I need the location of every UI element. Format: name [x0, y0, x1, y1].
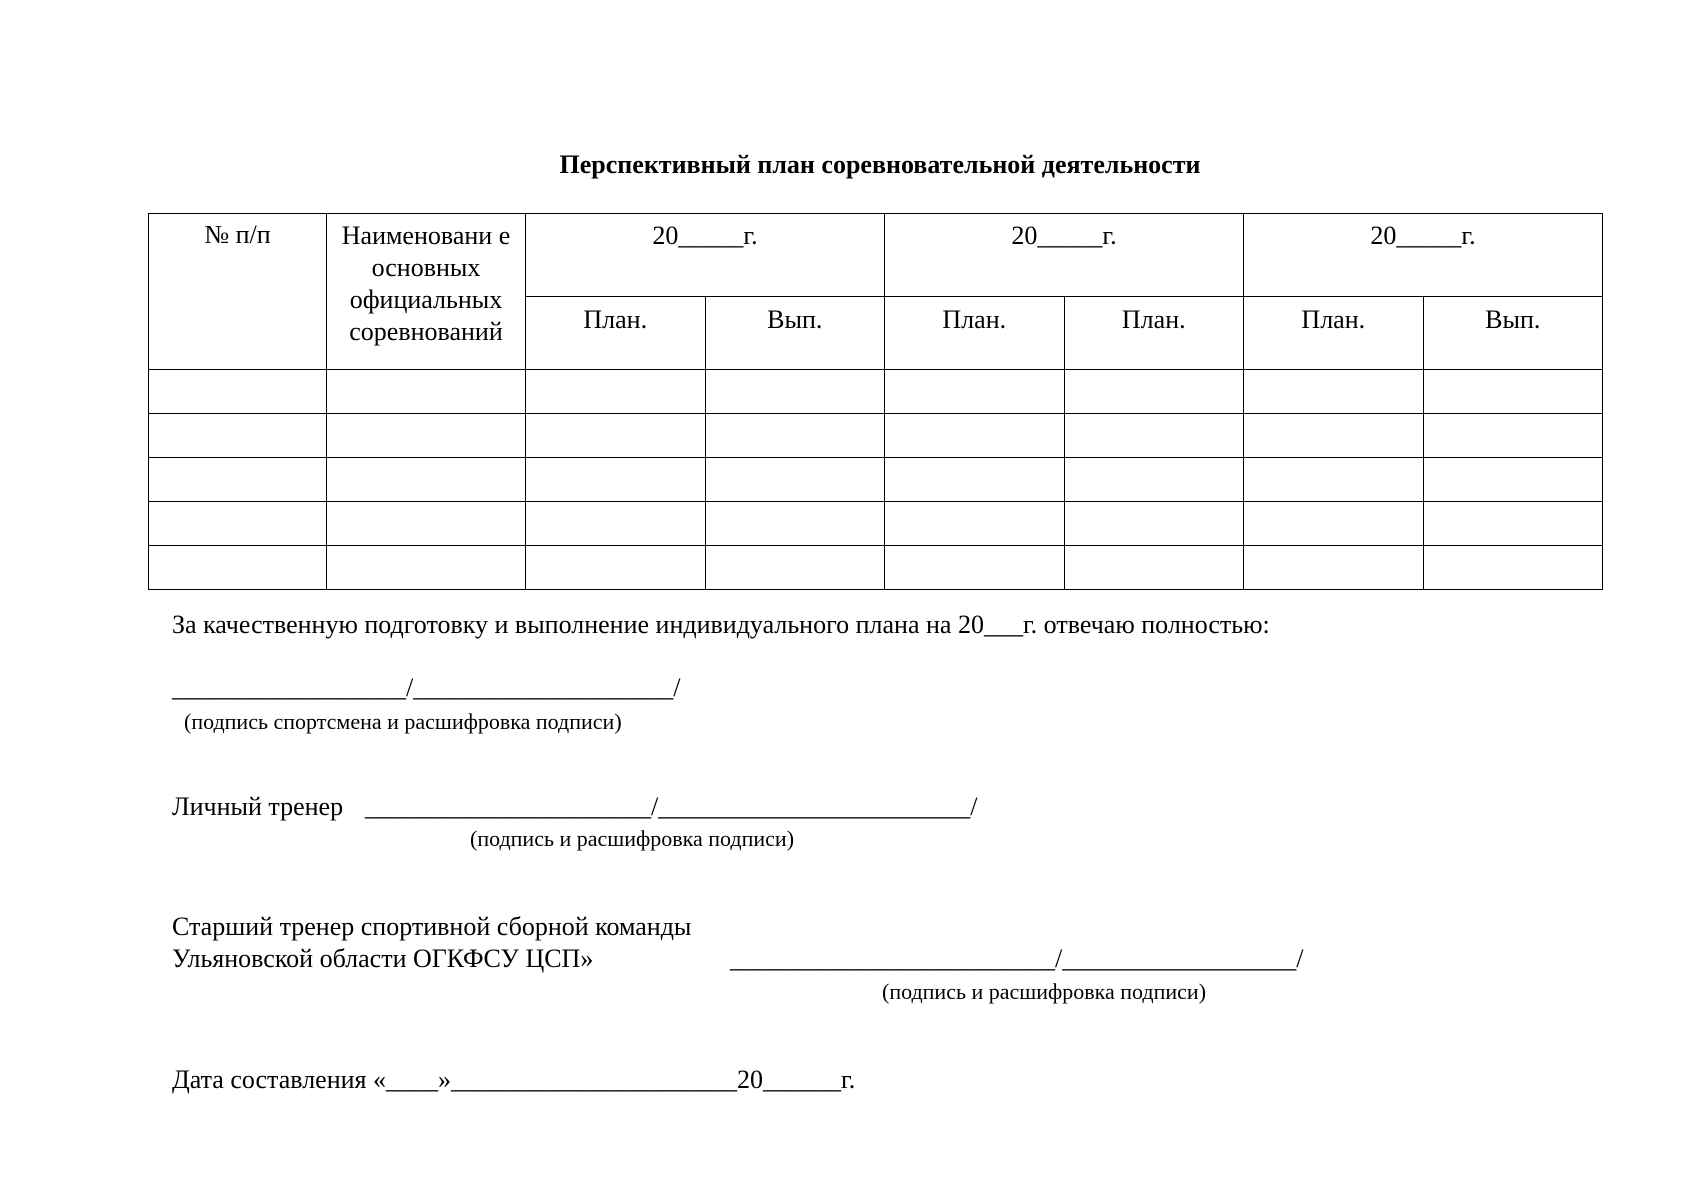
table-cell	[1244, 546, 1424, 590]
table-cell	[885, 546, 1065, 590]
subheader-cell: План.	[885, 297, 1065, 370]
table-cell	[327, 458, 526, 502]
table-cell	[885, 370, 1065, 414]
table-cell	[526, 414, 706, 458]
column-header-year-1: 20_____г.	[526, 214, 885, 297]
table-cell	[1064, 458, 1244, 502]
table-cell	[1064, 502, 1244, 546]
table-cell	[526, 458, 706, 502]
subheader-cell: План.	[1244, 297, 1424, 370]
table-cell	[327, 414, 526, 458]
compilation-date-line: Дата составления «____»______________________20______г.	[172, 1065, 856, 1094]
subheader-cell: Вып.	[1423, 297, 1603, 370]
table-cell	[1423, 458, 1603, 502]
table-cell	[1064, 414, 1244, 458]
senior-coach-title-line1: Старший тренер спортивной сборной команды	[172, 912, 692, 941]
responsibility-statement: За качественную подготовку и выполнение индивидуального плана на 20___г. отвечаю полностью:	[172, 610, 1270, 639]
table-cell	[1423, 502, 1603, 546]
table-cell	[1423, 414, 1603, 458]
table-cell	[1423, 370, 1603, 414]
table-cell	[885, 502, 1065, 546]
table-row	[149, 370, 1603, 414]
table-row	[149, 458, 1603, 502]
table-cell	[327, 546, 526, 590]
table-cell	[705, 546, 885, 590]
subheader-cell: План.	[1064, 297, 1244, 370]
table-cell	[705, 458, 885, 502]
table-cell	[1244, 502, 1424, 546]
table-cell	[526, 502, 706, 546]
table-row	[149, 414, 1603, 458]
table-cell	[149, 414, 327, 458]
table-cell	[1064, 370, 1244, 414]
table-cell	[149, 458, 327, 502]
senior-coach-title-line2: Ульяновской области ОГКФСУ ЦСП»	[172, 944, 594, 973]
table-cell	[327, 370, 526, 414]
table-cell	[705, 502, 885, 546]
table-body	[149, 370, 1603, 590]
senior-coach-signature-caption: (подпись и расшифровка подписи)	[882, 979, 1207, 1004]
column-header-year-2: 20_____г.	[885, 214, 1244, 297]
table-cell	[885, 414, 1065, 458]
athlete-signature-caption: (подпись спортсмена и расшифровка подписи)	[184, 709, 622, 734]
table-row	[149, 502, 1603, 546]
senior-coach-signature-line: _________________________/__________________/	[730, 944, 1304, 973]
document-title: Перспективный план соревновательной деятельности	[559, 150, 1201, 179]
athlete-signature-line: __________________/____________________/	[172, 673, 681, 702]
table-cell	[1244, 414, 1424, 458]
table-cell	[149, 546, 327, 590]
table-header-row	[149, 214, 1603, 297]
table-cell	[705, 370, 885, 414]
table-cell	[705, 414, 885, 458]
table-cell	[1064, 546, 1244, 590]
subheader-cell: План.	[526, 297, 706, 370]
table-cell	[149, 370, 327, 414]
table-cell	[1423, 546, 1603, 590]
table-cell	[885, 458, 1065, 502]
subheader-cell: Вып.	[705, 297, 885, 370]
column-header-number: № п/п	[149, 214, 327, 370]
table-cell	[1244, 370, 1424, 414]
table-cell	[327, 502, 526, 546]
personal-coach-signature-caption: (подпись и расшифровка подписи)	[470, 826, 795, 851]
column-header-competition-name: Наименовани е основных официальных соревнований	[327, 214, 526, 370]
table-cell	[149, 502, 327, 546]
personal-coach-label: Личный тренер	[172, 792, 344, 821]
personal-coach-signature-line: ______________________/________________________/	[365, 792, 978, 821]
table-cell	[1244, 458, 1424, 502]
competition-plan-table	[148, 213, 1603, 590]
table-row	[149, 546, 1603, 590]
table-cell	[526, 546, 706, 590]
column-header-year-3: 20_____г.	[1244, 214, 1603, 297]
table-cell	[526, 370, 706, 414]
